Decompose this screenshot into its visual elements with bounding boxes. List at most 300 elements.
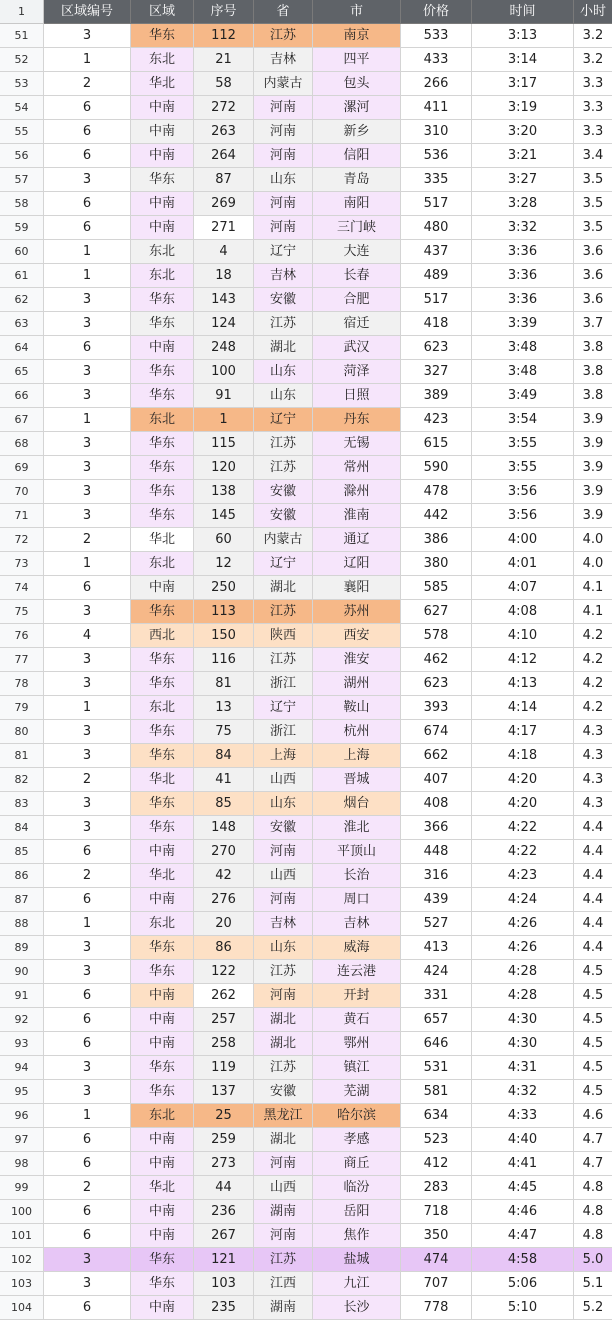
price-cell[interactable]: 380 — [401, 552, 472, 576]
hours-cell[interactable]: 3.3 — [574, 72, 612, 96]
time-cell[interactable]: 4:07 — [472, 576, 574, 600]
row-number[interactable]: 96 — [0, 1104, 44, 1128]
hours-cell[interactable]: 3.5 — [574, 216, 612, 240]
row-number[interactable]: 78 — [0, 672, 44, 696]
region-code-cell[interactable]: 3 — [44, 1272, 131, 1296]
city-cell[interactable]: 新乡 — [313, 120, 401, 144]
hours-cell[interactable]: 4.2 — [574, 648, 612, 672]
row-number[interactable]: 69 — [0, 456, 44, 480]
price-cell[interactable]: 585 — [401, 576, 472, 600]
time-cell[interactable]: 3:36 — [472, 264, 574, 288]
row-number[interactable]: 57 — [0, 168, 44, 192]
seq-cell[interactable]: 259 — [194, 1128, 254, 1152]
region-cell[interactable]: 华东 — [131, 816, 194, 840]
row-number[interactable]: 73 — [0, 552, 44, 576]
province-cell[interactable]: 吉林 — [254, 912, 313, 936]
seq-cell[interactable]: 145 — [194, 504, 254, 528]
seq-cell[interactable]: 44 — [194, 1176, 254, 1200]
province-cell[interactable]: 江苏 — [254, 312, 313, 336]
seq-cell[interactable]: 269 — [194, 192, 254, 216]
province-cell[interactable]: 河南 — [254, 984, 313, 1008]
city-cell[interactable]: 商丘 — [313, 1152, 401, 1176]
city-cell[interactable]: 焦作 — [313, 1224, 401, 1248]
time-cell[interactable]: 3:17 — [472, 72, 574, 96]
hours-cell[interactable]: 3.3 — [574, 96, 612, 120]
region-code-cell[interactable]: 3 — [44, 672, 131, 696]
region-code-cell[interactable]: 3 — [44, 288, 131, 312]
row-number[interactable]: 66 — [0, 384, 44, 408]
province-cell[interactable]: 安徽 — [254, 1080, 313, 1104]
region-code-cell[interactable]: 3 — [44, 504, 131, 528]
province-cell[interactable]: 吉林 — [254, 264, 313, 288]
row-number[interactable]: 71 — [0, 504, 44, 528]
row-number[interactable]: 64 — [0, 336, 44, 360]
city-cell[interactable]: 西安 — [313, 624, 401, 648]
row-number[interactable]: 103 — [0, 1272, 44, 1296]
province-cell[interactable]: 江苏 — [254, 960, 313, 984]
region-cell[interactable]: 华东 — [131, 168, 194, 192]
province-cell[interactable]: 江苏 — [254, 432, 313, 456]
time-cell[interactable]: 4:20 — [472, 768, 574, 792]
region-cell[interactable]: 华北 — [131, 528, 194, 552]
time-cell[interactable]: 3:48 — [472, 360, 574, 384]
seq-cell[interactable]: 276 — [194, 888, 254, 912]
city-cell[interactable]: 镇江 — [313, 1056, 401, 1080]
row-number[interactable]: 52 — [0, 48, 44, 72]
time-cell[interactable]: 4:18 — [472, 744, 574, 768]
city-cell[interactable]: 孝感 — [313, 1128, 401, 1152]
city-cell[interactable]: 岳阳 — [313, 1200, 401, 1224]
region-code-cell[interactable]: 6 — [44, 984, 131, 1008]
price-cell[interactable]: 718 — [401, 1200, 472, 1224]
city-cell[interactable]: 大连 — [313, 240, 401, 264]
region-cell[interactable]: 中南 — [131, 192, 194, 216]
region-code-cell[interactable]: 6 — [44, 192, 131, 216]
hours-cell[interactable]: 4.2 — [574, 696, 612, 720]
region-cell[interactable]: 华东 — [131, 744, 194, 768]
seq-cell[interactable]: 4 — [194, 240, 254, 264]
province-cell[interactable]: 山东 — [254, 168, 313, 192]
hours-cell[interactable]: 4.5 — [574, 1056, 612, 1080]
row-number[interactable]: 86 — [0, 864, 44, 888]
seq-cell[interactable]: 143 — [194, 288, 254, 312]
price-cell[interactable]: 615 — [401, 432, 472, 456]
city-cell[interactable]: 南京 — [313, 24, 401, 48]
seq-cell[interactable]: 86 — [194, 936, 254, 960]
seq-cell[interactable]: 270 — [194, 840, 254, 864]
region-code-cell[interactable]: 3 — [44, 792, 131, 816]
row-number[interactable]: 75 — [0, 600, 44, 624]
seq-cell[interactable]: 75 — [194, 720, 254, 744]
region-code-cell[interactable]: 2 — [44, 768, 131, 792]
time-cell[interactable]: 4:20 — [472, 792, 574, 816]
region-code-cell[interactable]: 6 — [44, 216, 131, 240]
column-header[interactable]: 序号 — [194, 0, 254, 24]
region-cell[interactable]: 华东 — [131, 384, 194, 408]
province-cell[interactable]: 江苏 — [254, 24, 313, 48]
region-cell[interactable]: 东北 — [131, 912, 194, 936]
hours-cell[interactable]: 4.3 — [574, 768, 612, 792]
time-cell[interactable]: 3:49 — [472, 384, 574, 408]
region-code-cell[interactable]: 6 — [44, 888, 131, 912]
province-cell[interactable]: 安徽 — [254, 288, 313, 312]
region-code-cell[interactable]: 3 — [44, 1056, 131, 1080]
seq-cell[interactable]: 235 — [194, 1296, 254, 1320]
row-number[interactable]: 85 — [0, 840, 44, 864]
region-code-cell[interactable]: 3 — [44, 168, 131, 192]
hours-cell[interactable]: 4.5 — [574, 984, 612, 1008]
price-cell[interactable]: 623 — [401, 336, 472, 360]
province-cell[interactable]: 安徽 — [254, 480, 313, 504]
price-cell[interactable]: 646 — [401, 1032, 472, 1056]
province-cell[interactable]: 湖南 — [254, 1200, 313, 1224]
region-cell[interactable]: 华东 — [131, 1056, 194, 1080]
seq-cell[interactable]: 122 — [194, 960, 254, 984]
row-number[interactable]: 83 — [0, 792, 44, 816]
price-cell[interactable]: 316 — [401, 864, 472, 888]
region-cell[interactable]: 华东 — [131, 600, 194, 624]
price-cell[interactable]: 389 — [401, 384, 472, 408]
row-number[interactable]: 62 — [0, 288, 44, 312]
hours-cell[interactable]: 3.5 — [574, 168, 612, 192]
region-cell[interactable]: 华北 — [131, 768, 194, 792]
seq-cell[interactable]: 272 — [194, 96, 254, 120]
price-cell[interactable]: 413 — [401, 936, 472, 960]
time-cell[interactable]: 4:23 — [472, 864, 574, 888]
row-number[interactable]: 82 — [0, 768, 44, 792]
city-cell[interactable]: 平顶山 — [313, 840, 401, 864]
region-cell[interactable]: 中南 — [131, 144, 194, 168]
hours-cell[interactable]: 4.8 — [574, 1224, 612, 1248]
column-header[interactable]: 省 — [254, 0, 313, 24]
region-code-cell[interactable]: 3 — [44, 1248, 131, 1272]
region-code-cell[interactable]: 3 — [44, 432, 131, 456]
hours-cell[interactable]: 4.0 — [574, 528, 612, 552]
city-cell[interactable]: 长沙 — [313, 1296, 401, 1320]
region-cell[interactable]: 华东 — [131, 432, 194, 456]
time-cell[interactable]: 3:32 — [472, 216, 574, 240]
price-cell[interactable]: 590 — [401, 456, 472, 480]
province-cell[interactable]: 浙江 — [254, 720, 313, 744]
price-cell[interactable]: 533 — [401, 24, 472, 48]
region-code-cell[interactable]: 2 — [44, 1176, 131, 1200]
province-cell[interactable]: 辽宁 — [254, 240, 313, 264]
region-cell[interactable]: 华东 — [131, 288, 194, 312]
hours-cell[interactable]: 3.9 — [574, 408, 612, 432]
hours-cell[interactable]: 3.6 — [574, 240, 612, 264]
hours-cell[interactable]: 4.7 — [574, 1128, 612, 1152]
region-code-cell[interactable]: 1 — [44, 240, 131, 264]
region-cell[interactable]: 华东 — [131, 648, 194, 672]
price-cell[interactable]: 350 — [401, 1224, 472, 1248]
region-cell[interactable]: 华东 — [131, 936, 194, 960]
region-cell[interactable]: 东北 — [131, 552, 194, 576]
row-number[interactable]: 54 — [0, 96, 44, 120]
row-number[interactable]: 76 — [0, 624, 44, 648]
row-number[interactable]: 87 — [0, 888, 44, 912]
price-cell[interactable]: 393 — [401, 696, 472, 720]
region-cell[interactable]: 中南 — [131, 96, 194, 120]
hours-cell[interactable]: 4.0 — [574, 552, 612, 576]
province-cell[interactable]: 河南 — [254, 1224, 313, 1248]
region-code-cell[interactable]: 1 — [44, 1104, 131, 1128]
price-cell[interactable]: 423 — [401, 408, 472, 432]
row-number[interactable]: 91 — [0, 984, 44, 1008]
price-cell[interactable]: 581 — [401, 1080, 472, 1104]
region-code-cell[interactable]: 1 — [44, 48, 131, 72]
row-number[interactable]: 68 — [0, 432, 44, 456]
region-code-cell[interactable]: 4 — [44, 624, 131, 648]
row-number[interactable]: 90 — [0, 960, 44, 984]
region-cell[interactable]: 东北 — [131, 48, 194, 72]
price-cell[interactable]: 407 — [401, 768, 472, 792]
city-cell[interactable]: 湖州 — [313, 672, 401, 696]
time-cell[interactable]: 3:20 — [472, 120, 574, 144]
price-cell[interactable]: 442 — [401, 504, 472, 528]
city-cell[interactable]: 合肥 — [313, 288, 401, 312]
region-cell[interactable]: 华东 — [131, 1248, 194, 1272]
region-cell[interactable]: 中南 — [131, 1032, 194, 1056]
seq-cell[interactable]: 20 — [194, 912, 254, 936]
time-cell[interactable]: 4:28 — [472, 984, 574, 1008]
price-cell[interactable]: 634 — [401, 1104, 472, 1128]
time-cell[interactable]: 3:13 — [472, 24, 574, 48]
time-cell[interactable]: 5:06 — [472, 1272, 574, 1296]
region-cell[interactable]: 中南 — [131, 1008, 194, 1032]
region-cell[interactable]: 华东 — [131, 960, 194, 984]
region-cell[interactable]: 中南 — [131, 888, 194, 912]
city-cell[interactable]: 信阳 — [313, 144, 401, 168]
hours-cell[interactable]: 3.9 — [574, 504, 612, 528]
city-cell[interactable]: 淮北 — [313, 816, 401, 840]
city-cell[interactable]: 青岛 — [313, 168, 401, 192]
region-code-cell[interactable]: 6 — [44, 1008, 131, 1032]
city-cell[interactable]: 杭州 — [313, 720, 401, 744]
price-cell[interactable]: 412 — [401, 1152, 472, 1176]
region-code-cell[interactable]: 3 — [44, 744, 131, 768]
hours-cell[interactable]: 4.7 — [574, 1152, 612, 1176]
row-number[interactable]: 63 — [0, 312, 44, 336]
region-code-cell[interactable]: 1 — [44, 912, 131, 936]
hours-cell[interactable]: 4.4 — [574, 888, 612, 912]
row-number[interactable]: 88 — [0, 912, 44, 936]
city-cell[interactable]: 哈尔滨 — [313, 1104, 401, 1128]
region-cell[interactable]: 华北 — [131, 72, 194, 96]
city-cell[interactable]: 无锡 — [313, 432, 401, 456]
hours-cell[interactable]: 4.6 — [574, 1104, 612, 1128]
time-cell[interactable]: 4:17 — [472, 720, 574, 744]
region-cell[interactable]: 东北 — [131, 1104, 194, 1128]
region-code-cell[interactable]: 3 — [44, 312, 131, 336]
column-header[interactable]: 区域编号 — [44, 0, 131, 24]
city-cell[interactable]: 开封 — [313, 984, 401, 1008]
seq-cell[interactable]: 113 — [194, 600, 254, 624]
price-cell[interactable]: 439 — [401, 888, 472, 912]
time-cell[interactable]: 4:13 — [472, 672, 574, 696]
seq-cell[interactable]: 273 — [194, 1152, 254, 1176]
time-cell[interactable]: 4:46 — [472, 1200, 574, 1224]
region-code-cell[interactable]: 2 — [44, 528, 131, 552]
row-number[interactable]: 56 — [0, 144, 44, 168]
region-code-cell[interactable]: 1 — [44, 696, 131, 720]
city-cell[interactable]: 鄂州 — [313, 1032, 401, 1056]
region-cell[interactable]: 东北 — [131, 696, 194, 720]
row-number[interactable]: 59 — [0, 216, 44, 240]
seq-cell[interactable]: 267 — [194, 1224, 254, 1248]
region-cell[interactable]: 中南 — [131, 984, 194, 1008]
city-cell[interactable]: 包头 — [313, 72, 401, 96]
city-cell[interactable]: 周口 — [313, 888, 401, 912]
seq-cell[interactable]: 103 — [194, 1272, 254, 1296]
price-cell[interactable]: 517 — [401, 192, 472, 216]
column-header[interactable]: 时间 — [472, 0, 574, 24]
region-code-cell[interactable]: 3 — [44, 816, 131, 840]
province-cell[interactable]: 山东 — [254, 384, 313, 408]
time-cell[interactable]: 4:32 — [472, 1080, 574, 1104]
hours-cell[interactable]: 4.4 — [574, 864, 612, 888]
region-cell[interactable]: 中南 — [131, 840, 194, 864]
seq-cell[interactable]: 85 — [194, 792, 254, 816]
hours-cell[interactable]: 3.9 — [574, 456, 612, 480]
price-cell[interactable]: 536 — [401, 144, 472, 168]
city-cell[interactable]: 辽阳 — [313, 552, 401, 576]
province-cell[interactable]: 山西 — [254, 864, 313, 888]
row-number[interactable]: 67 — [0, 408, 44, 432]
hours-cell[interactable]: 3.8 — [574, 360, 612, 384]
hours-cell[interactable]: 4.4 — [574, 912, 612, 936]
price-cell[interactable]: 266 — [401, 72, 472, 96]
row-number[interactable]: 77 — [0, 648, 44, 672]
region-cell[interactable]: 中南 — [131, 1224, 194, 1248]
price-cell[interactable]: 462 — [401, 648, 472, 672]
province-cell[interactable]: 河南 — [254, 96, 313, 120]
province-cell[interactable]: 河南 — [254, 888, 313, 912]
time-cell[interactable]: 4:22 — [472, 840, 574, 864]
region-code-cell[interactable]: 6 — [44, 1296, 131, 1320]
seq-cell[interactable]: 116 — [194, 648, 254, 672]
time-cell[interactable]: 4:24 — [472, 888, 574, 912]
price-cell[interactable]: 662 — [401, 744, 472, 768]
seq-cell[interactable]: 18 — [194, 264, 254, 288]
hours-cell[interactable]: 4.3 — [574, 792, 612, 816]
seq-cell[interactable]: 21 — [194, 48, 254, 72]
row-number[interactable]: 99 — [0, 1176, 44, 1200]
province-cell[interactable]: 江苏 — [254, 648, 313, 672]
province-cell[interactable]: 江苏 — [254, 1056, 313, 1080]
hours-cell[interactable]: 4.5 — [574, 1032, 612, 1056]
province-cell[interactable]: 河南 — [254, 840, 313, 864]
city-cell[interactable]: 丹东 — [313, 408, 401, 432]
region-code-cell[interactable]: 6 — [44, 1152, 131, 1176]
row-number[interactable]: 104 — [0, 1296, 44, 1320]
city-cell[interactable]: 威海 — [313, 936, 401, 960]
row-number[interactable]: 92 — [0, 1008, 44, 1032]
time-cell[interactable]: 4:00 — [472, 528, 574, 552]
price-cell[interactable]: 778 — [401, 1296, 472, 1320]
time-cell[interactable]: 4:31 — [472, 1056, 574, 1080]
city-cell[interactable]: 芜湖 — [313, 1080, 401, 1104]
seq-cell[interactable]: 100 — [194, 360, 254, 384]
row-number[interactable]: 53 — [0, 72, 44, 96]
price-cell[interactable]: 707 — [401, 1272, 472, 1296]
time-cell[interactable]: 4:45 — [472, 1176, 574, 1200]
hours-cell[interactable]: 4.1 — [574, 576, 612, 600]
region-cell[interactable]: 华东 — [131, 792, 194, 816]
time-cell[interactable]: 3:36 — [472, 240, 574, 264]
time-cell[interactable]: 4:12 — [472, 648, 574, 672]
hours-cell[interactable]: 3.5 — [574, 192, 612, 216]
region-code-cell[interactable]: 3 — [44, 936, 131, 960]
province-cell[interactable]: 河南 — [254, 120, 313, 144]
province-cell[interactable]: 湖北 — [254, 576, 313, 600]
region-code-cell[interactable]: 3 — [44, 360, 131, 384]
seq-cell[interactable]: 81 — [194, 672, 254, 696]
city-cell[interactable]: 淮南 — [313, 504, 401, 528]
hours-cell[interactable]: 3.7 — [574, 312, 612, 336]
region-code-cell[interactable]: 3 — [44, 648, 131, 672]
region-code-cell[interactable]: 6 — [44, 120, 131, 144]
seq-cell[interactable]: 91 — [194, 384, 254, 408]
hours-cell[interactable]: 3.6 — [574, 264, 612, 288]
city-cell[interactable]: 日照 — [313, 384, 401, 408]
row-number[interactable]: 55 — [0, 120, 44, 144]
time-cell[interactable]: 4:14 — [472, 696, 574, 720]
region-code-cell[interactable]: 3 — [44, 600, 131, 624]
city-cell[interactable]: 烟台 — [313, 792, 401, 816]
time-cell[interactable]: 3:21 — [472, 144, 574, 168]
price-cell[interactable]: 448 — [401, 840, 472, 864]
row-number[interactable]: 61 — [0, 264, 44, 288]
region-code-cell[interactable]: 3 — [44, 960, 131, 984]
province-cell[interactable]: 山西 — [254, 1176, 313, 1200]
time-cell[interactable]: 3:19 — [472, 96, 574, 120]
price-cell[interactable]: 578 — [401, 624, 472, 648]
hours-cell[interactable]: 4.2 — [574, 624, 612, 648]
province-cell[interactable]: 辽宁 — [254, 696, 313, 720]
region-cell[interactable]: 华东 — [131, 672, 194, 696]
hours-cell[interactable]: 3.6 — [574, 288, 612, 312]
region-cell[interactable]: 中南 — [131, 1152, 194, 1176]
time-cell[interactable]: 3:14 — [472, 48, 574, 72]
city-cell[interactable]: 临汾 — [313, 1176, 401, 1200]
price-cell[interactable]: 283 — [401, 1176, 472, 1200]
price-cell[interactable]: 335 — [401, 168, 472, 192]
city-cell[interactable]: 九江 — [313, 1272, 401, 1296]
price-cell[interactable]: 517 — [401, 288, 472, 312]
seq-cell[interactable]: 84 — [194, 744, 254, 768]
time-cell[interactable]: 3:36 — [472, 288, 574, 312]
seq-cell[interactable]: 120 — [194, 456, 254, 480]
time-cell[interactable]: 4:26 — [472, 936, 574, 960]
row-number[interactable]: 100 — [0, 1200, 44, 1224]
region-cell[interactable]: 华东 — [131, 360, 194, 384]
hours-cell[interactable]: 3.9 — [574, 480, 612, 504]
province-cell[interactable]: 河南 — [254, 1152, 313, 1176]
seq-cell[interactable]: 248 — [194, 336, 254, 360]
region-cell[interactable]: 华东 — [131, 456, 194, 480]
hours-cell[interactable]: 5.1 — [574, 1272, 612, 1296]
price-cell[interactable]: 627 — [401, 600, 472, 624]
region-cell[interactable]: 中南 — [131, 1128, 194, 1152]
seq-cell[interactable]: 258 — [194, 1032, 254, 1056]
seq-cell[interactable]: 121 — [194, 1248, 254, 1272]
city-cell[interactable]: 武汉 — [313, 336, 401, 360]
province-cell[interactable]: 湖北 — [254, 1128, 313, 1152]
region-code-cell[interactable]: 2 — [44, 72, 131, 96]
hours-cell[interactable]: 4.2 — [574, 672, 612, 696]
province-cell[interactable]: 辽宁 — [254, 408, 313, 432]
row-number[interactable]: 80 — [0, 720, 44, 744]
